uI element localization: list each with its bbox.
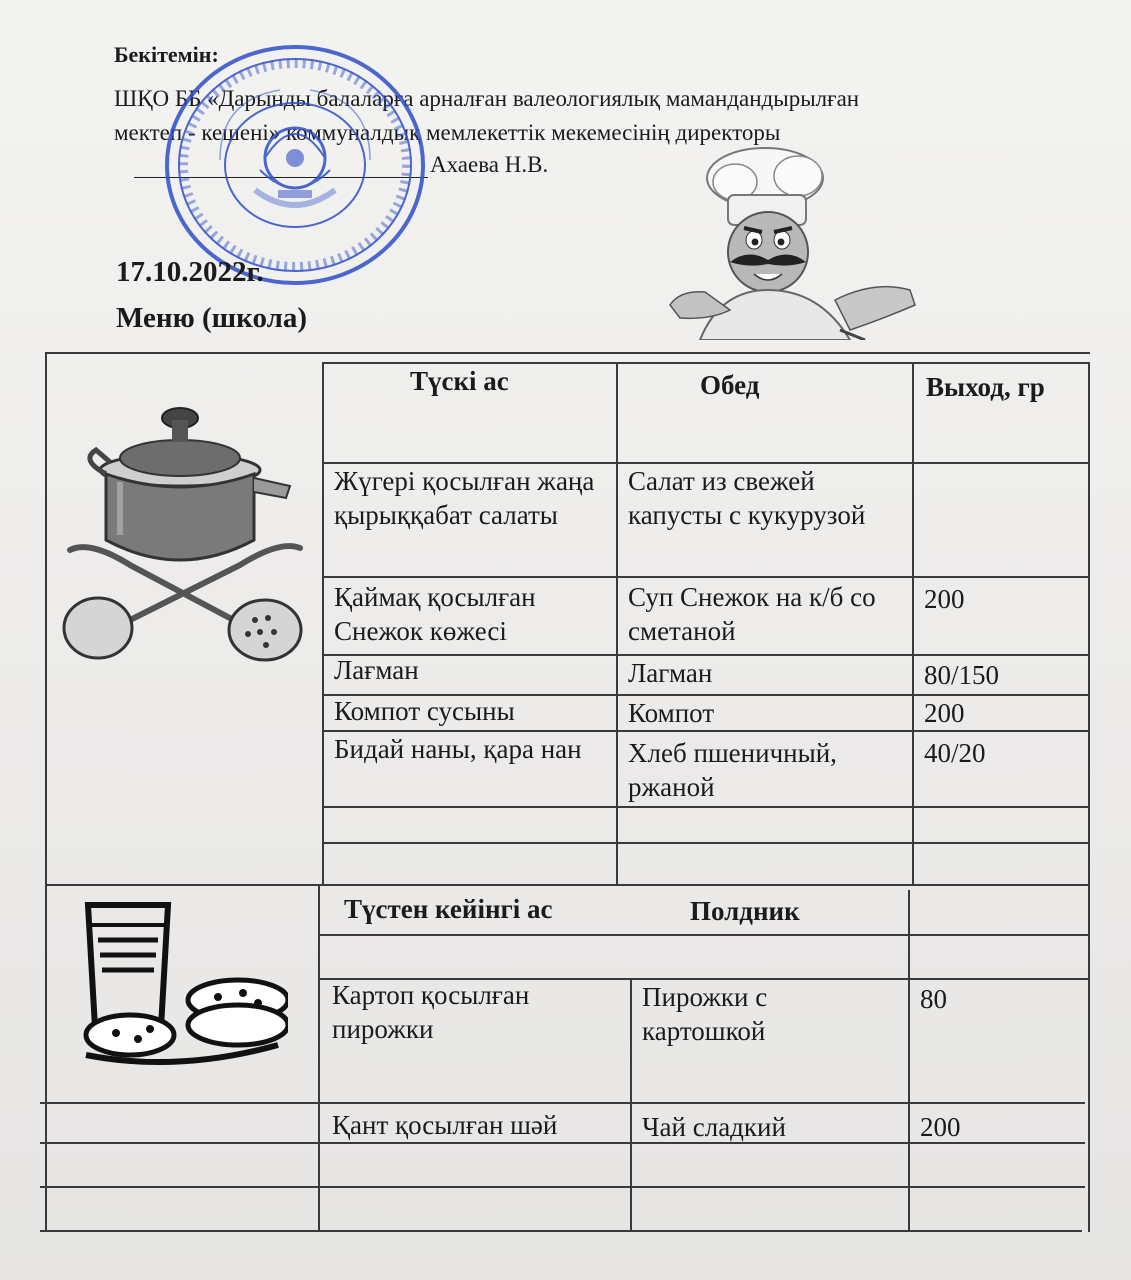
lunch-row-3-russian: Лагман — [628, 658, 713, 688]
table-border-bottom — [40, 1230, 1082, 1232]
table-border-right — [1088, 362, 1090, 1232]
cookies-icon — [86, 1015, 174, 1055]
lunch-row-5-russian: Хлеб пшеничный, ржаной — [628, 738, 837, 802]
ladle-icon — [64, 598, 132, 658]
lunch-row-4-russian: Компот — [628, 698, 715, 728]
cooking-pot-icon — [60, 400, 310, 680]
lunch-header-russian: Обед — [700, 370, 760, 400]
menu-date: 17.10.2022г. — [116, 256, 264, 288]
lunch-header-kazakh: Түскі ас — [410, 366, 509, 396]
snack-row-2-kazakh: Қант қосылған шәй — [332, 1110, 558, 1140]
snack-row-2-yield: 200 — [920, 1112, 961, 1142]
section-divider — [45, 884, 1088, 886]
snack-row-line — [40, 1102, 1085, 1104]
snack-row-1-yield: 80 — [920, 984, 947, 1014]
lunch-row-line — [322, 806, 1088, 808]
snack-column-divider-1 — [318, 884, 320, 1230]
lunch-row-line — [322, 842, 1088, 844]
signatory-name: Ахаева Н.В. — [430, 152, 549, 177]
table-border-top — [45, 352, 1090, 354]
lunch-row-2-russian: Суп Снежок на к/б со сметаной — [628, 582, 876, 646]
snack-column-divider-2 — [630, 978, 632, 1230]
snack-row-1-kazakh: Картоп қосылған пирожки — [332, 980, 530, 1044]
snack-header-kazakh: Түстен кейінгі ас — [344, 894, 553, 924]
lunch-row-2-yield: 200 — [924, 584, 965, 614]
lunch-row-4-kazakh: Компот сусыны — [334, 696, 515, 726]
lunch-row-3-kazakh: Лағман — [334, 655, 419, 685]
lunch-row-3-yield: 80/150 — [924, 660, 1000, 690]
organization-line-1: ШҚО ББ «Дарынды балаларға арналған валеологиялық мамандандырылған — [114, 86, 860, 111]
snack-column-divider-3 — [908, 890, 910, 1230]
organization-line-2: мектеп - кешені» коммуналдық мемлекеттік мекемесінің директоры — [114, 120, 781, 145]
snack-row-line — [318, 934, 1088, 936]
lunch-row-1-russian: Салат из свежей капусты с кукурузой — [628, 466, 866, 530]
table-border-left — [45, 352, 47, 1232]
lunch-row-5-yield: 40/20 — [924, 738, 986, 768]
snack-row-1-russian: Пирожки с картошкой — [642, 982, 768, 1046]
snack-row-line — [40, 1186, 1085, 1188]
snack-header-russian: Полдник — [690, 896, 800, 926]
skimmer-icon — [229, 600, 301, 660]
lunch-row-1-kazakh: Жүгері қосылған жаңа қырыққабат салаты — [334, 466, 595, 530]
approve-title: Бекітемін: — [114, 42, 219, 67]
official-seal-icon — [160, 40, 430, 290]
menu-title: Меню (школа) — [116, 302, 307, 334]
snack-row-2-russian: Чай сладкий — [642, 1112, 786, 1142]
lunch-row-4-yield: 200 — [924, 698, 965, 728]
lunch-row-2-kazakh: Қаймақ қосылған Снежок көжесі — [334, 582, 536, 646]
lunch-row-5-kazakh: Бидай наны, қара нан — [334, 734, 582, 764]
milk-and-cookies-icon — [78, 895, 288, 1075]
lunch-header-yield: Выход, гр — [926, 372, 1045, 402]
lunch-row-line — [322, 576, 1088, 578]
chef-mascot-icon — [660, 140, 920, 340]
